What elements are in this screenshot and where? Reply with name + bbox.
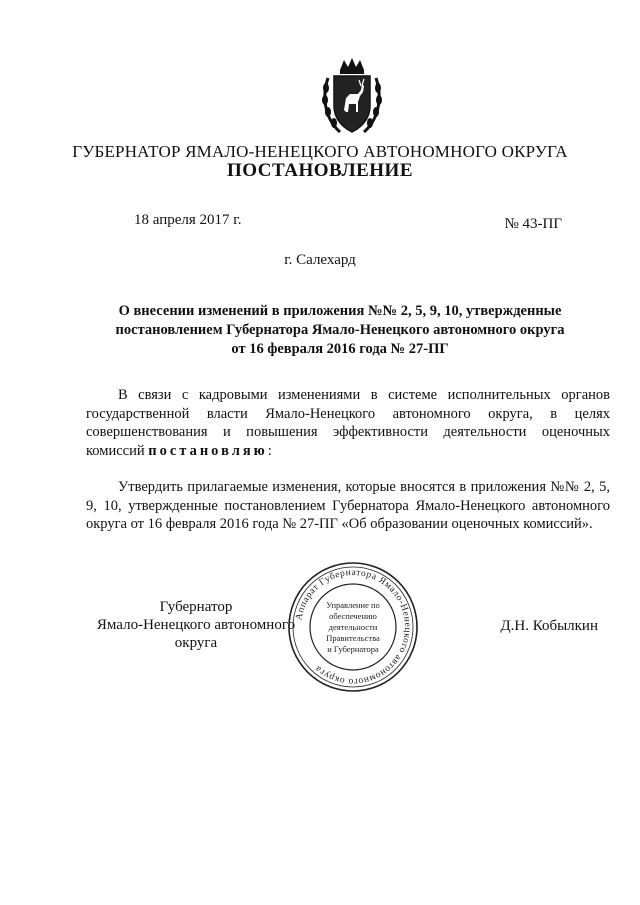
seal-center-line-3: деятельности [328, 622, 378, 632]
signatory-name: Д.Н. Кобылкин [500, 618, 598, 634]
seal-center-line-5: и Губернатора [327, 644, 379, 654]
title-line-2: постановлением Губернатора Ямало-Ненецкого автономного округа [115, 322, 565, 338]
title-line-1: О внесении изменений в приложения №№ 2, 5, 9, 10, утвержденные [118, 303, 562, 319]
seal-ring-text: Аппарат Губернатора Ямало-Ненецкого автономного округа [294, 567, 413, 687]
document-city: г. Салехард [284, 252, 356, 268]
signatory-title [86, 598, 306, 652]
signatory-title-line-2: Ямало-Ненецкого автономного округа [96, 617, 296, 651]
seal-center-line-4: Правительства [326, 633, 380, 643]
issuing-authority: ГУБЕРНАТОР ЯМАЛО-НЕНЕЦКОГО АВТОНОМНОГО ОКРУГА [72, 142, 568, 161]
title-line-3: от 16 февраля 2016 года № 27-ПГ [231, 341, 449, 357]
document-title [100, 302, 580, 359]
preamble-text: В связи с кадровыми изменениями в системе исполнительных органов государственной власти Ямало-Ненецкого автономного округа, в целях совершенствования и повышения эффективности деятельности оценочных комиссий [86, 387, 610, 459]
resolution-paragraph [86, 478, 610, 534]
document-date: 18 апреля 2017 г. [134, 212, 242, 228]
resolution-keyword: постановляю [148, 442, 268, 459]
seal-center-line-2: обеспечению [329, 611, 377, 621]
coat-of-arms-icon [316, 56, 388, 138]
resolution-text: Утвердить прилагаемые изменения, которые вносятся в приложения №№ 2, 5, 9, 10, утвержденные постановлением Губернатора Ямало-Ненецкого автономного округа от 16 февраля 2016 года № 27-ПГ «Об образовании оценочных комиссий». [86, 479, 610, 532]
preamble-colon: : [267, 442, 272, 459]
seal-center-line-1: Управление по [326, 600, 380, 610]
preamble-paragraph [86, 386, 610, 460]
document-type-heading: ПОСТАНОВЛЕНИЕ [226, 160, 414, 181]
signatory-title-line-1: Губернатор [159, 599, 233, 615]
document-number: № 43-ПГ [504, 216, 562, 232]
official-seal-icon [286, 560, 420, 694]
